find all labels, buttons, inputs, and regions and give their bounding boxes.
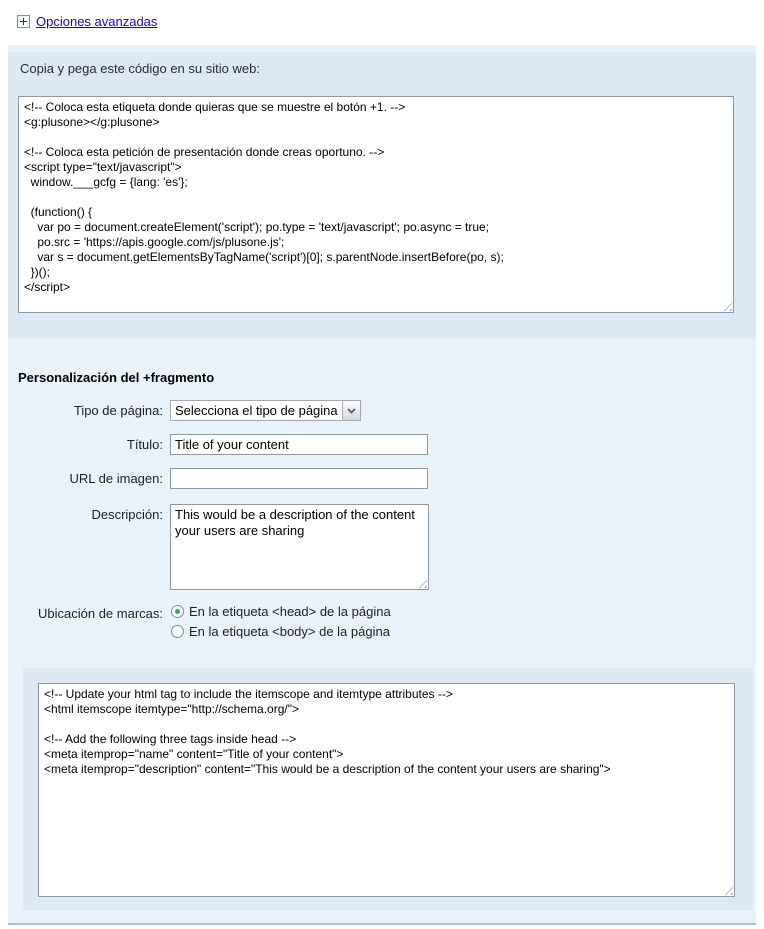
meta-code-textarea[interactable]	[38, 683, 735, 897]
placement-option-head[interactable]	[171, 604, 391, 619]
advanced-options-toggle[interactable]	[17, 14, 157, 29]
title-label: Título:	[126, 437, 163, 452]
radio-body-icon[interactable]	[171, 625, 184, 638]
chevron-down-icon	[347, 408, 356, 414]
image-url-input[interactable]	[170, 468, 428, 489]
description-textarea-wrap	[170, 504, 429, 590]
placement-option-body[interactable]	[171, 624, 390, 639]
description-label: Descripción:	[91, 507, 163, 522]
radio-head-icon[interactable]	[171, 605, 184, 618]
advanced-options-link[interactable]: Opciones avanzadas	[36, 14, 158, 29]
page-type-select[interactable]	[170, 400, 361, 421]
image-url-label: URL de imagen:	[69, 471, 163, 486]
meta-code-textarea-wrap	[38, 683, 735, 897]
title-input[interactable]	[170, 434, 428, 455]
page-type-selected-value: Selecciona el tipo de página	[175, 403, 338, 418]
customization-heading: Personalización del +fragmento	[18, 370, 215, 385]
plusone-code-textarea[interactable]	[18, 96, 734, 313]
placement-option-body-label: En la etiqueta <body> de la página	[189, 624, 390, 639]
description-textarea[interactable]	[170, 504, 429, 590]
page-type-label: Tipo de página:	[73, 403, 163, 418]
select-dropdown-button[interactable]	[342, 401, 360, 420]
copy-code-label: Copia y pega este código en su sitio web:	[20, 61, 260, 76]
expand-plus-icon[interactable]	[17, 15, 30, 28]
plusone-code-textarea-wrap	[18, 96, 734, 313]
placement-label: Ubicación de marcas:	[38, 606, 163, 621]
placement-option-head-label: En la etiqueta <head> de la página	[189, 604, 391, 619]
